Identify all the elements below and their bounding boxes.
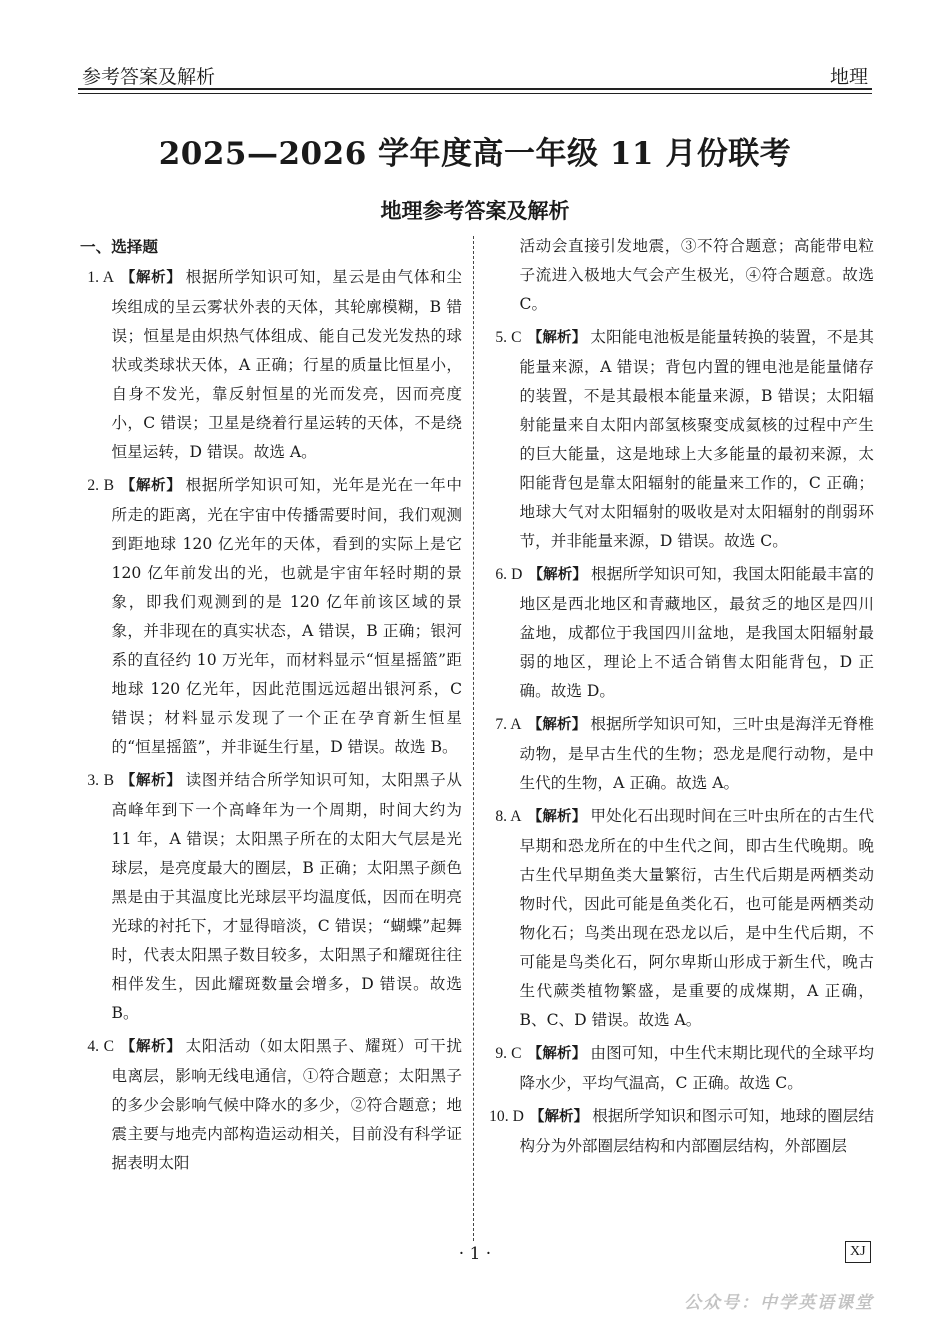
answer-item-7: 7. A 【解析】 根据所学知识可知，三叶虫是海洋无脊椎动物，是早古生代的生物；恐龙是爬行动物，是中生代的生物，A 正确。故选 A。	[495, 715, 874, 792]
answer-item-2: 2. B 【解析】 根据所学知识可知，光年是光在一年中所走的距离，光在宇宙中传播需要时间，我们观测到距地球 120 亿光年的天体，看到的实际上是它 120 亿年前发出的光，也就是宇宙年轻时期的景象，即我们观测到的是 120 亿年前该区域的景象，并非现在的真实状态，A 错误，B 正确；银河系的直径约 10 万光年，而材料显示“恒星摇篮”距地球 120 亿光年，因此范围远远超出银河系，C 错误；材料显示发现了一个正在孕育新生恒星的“恒星摇篮”，并非诞生行星，D 错误。故选 B。	[87, 476, 462, 756]
section-heading: 一、选择题	[80, 237, 158, 256]
answer-item-1: 1. A 【解析】 根据所学知识可知，星云是由气体和尘埃组成的呈云雾状外表的天体，其轮廓模糊，B 错误；恒星是由炽热气体组成、能自己发光发热的球状或类球状天体，A 正确；行星的质量比恒星小，自身不发光，靠反射恒星的光而发亮，因而亮度小，C 错误；卫星是绕着行星运转的天体，不是绕恒星运转，D 错误。故选 A。	[87, 268, 462, 461]
answer-item-10: 10. D 【解析】 根据所学知识和图示可知，地球的圈层结构分为外部圈层结构和内部圈层结构，外部圈层	[489, 1107, 874, 1155]
document-subtitle: 地理参考答案及解析	[380, 198, 570, 223]
answer-item-4: 4. C 【解析】 太阳活动（如太阳黑子、耀斑）可干扰电离层，影响无线电通信，①符合题意；太阳黑子的多少会影响气候中降水的多少，②符合题意；地震主要与地壳内部构造运动相关，目前没有科学证据表明太阳	[87, 1037, 462, 1172]
column-divider	[473, 236, 474, 1241]
left-column	[78, 232, 462, 1182]
page-header	[78, 58, 872, 90]
page-number: · 1 ·	[458, 1244, 492, 1264]
answer-item-9: 9. C 【解析】 由图可知，中生代末期比现代的全球平均降水少，平均气温高，C 正确。故选 C。	[495, 1044, 874, 1092]
answer-item-5: 5. C 【解析】 太阳能电池板是能量转换的装置，不是其能量来源，A 错误；背包内置的锂电池是能量储存的装置，不是其最根本能量来源，B 错误；太阳辐射能量来自太阳内部氢核聚变成氦核的过程中产生的巨大能量，这是地球上大多能量的最初来源，太阳能背包是靠太阳辐射的能量来工作的，C 正确；地球大气对太阳辐射的吸收是对太阳辐射的削弱环节，并非能量来源，D 错误。故选 C。	[495, 328, 874, 550]
document-title: 2025—2026 学年度高一年级 11 月份联考	[158, 136, 792, 172]
watermark: 公众号：中学英语课堂	[684, 1293, 874, 1313]
header-rule-thick	[78, 88, 872, 90]
answer-item-8: 8. A 【解析】 甲处化石出现时间在三叶虫所在的古生代早期和恐龙所在的中生代之间，即古生代晚期。晚古生代早期鱼类大量繁衍，古生代后期是两栖类动物时代，因此可能是鱼类化石，也可能是两栖类动物化石；鸟类出现在恐龙以后，是中生代后期，不可能是鸟类化石，阿尔卑斯山形成于新生代，晚古生代蕨类植物繁盛，是重要的成煤期，A 正确，B、C、D 错误。故选 A。	[495, 807, 874, 1029]
header-rule-thin	[78, 93, 872, 94]
answer-item-4-continued: 活动会直接引发地震，③不符合题意；高能带电粒子流进入极地大气会产生极光，④符合题意。故选 C。	[519, 237, 874, 313]
right-column	[486, 232, 874, 1165]
answer-item-3: 3. B 【解析】 读图并结合所学知识可知，太阳黑子从高峰年到下一个高峰年为一个周期，时间大约为 11 年，A 错误；太阳黑子所在的太阳大气层是光球层，是亮度最大的圈层，B 正确；太阳黑子颜色黑是由于其温度比光球层平均温度低，因而在明亮光球的衬托下，才显得暗淡，C 错误；“蝴蝶”起舞时，代表太阳黑子数目较多，太阳黑子和耀斑往往相伴发生，因此耀斑数量会增多，D 错误。故选 B。	[87, 771, 462, 1022]
footer-mark: XJ	[845, 1241, 871, 1263]
header-left-title: 参考答案及解析	[82, 66, 216, 88]
header-subject: 地理	[829, 66, 868, 88]
answer-item-6: 6. D 【解析】 根据所学知识可知，我国太阳能最丰富的地区是西北地区和青藏地区，最贫乏的地区是四川盆地，成都位于我国四川盆地，是我国太阳辐射最弱的地区，理论上不适合销售太阳能背包，D 正确。故选 D。	[495, 565, 874, 700]
